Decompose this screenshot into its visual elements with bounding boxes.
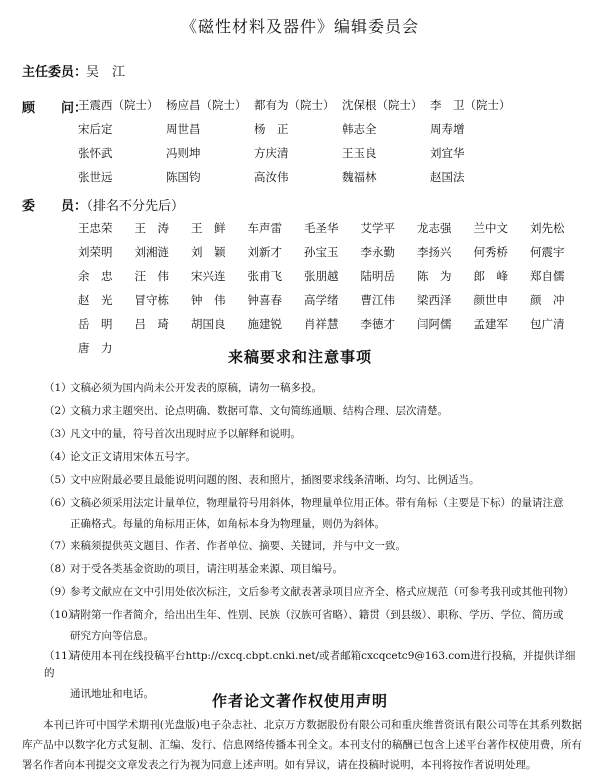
- requirement-text: 文稿力求主题突出、论点明确、数据可靠、文句简练通顺、结构合理、层次清楚。: [70, 405, 448, 417]
- requirement-item: [44, 380, 584, 397]
- member-name: 李德才: [360, 317, 395, 331]
- member-name: 王 涛: [134, 221, 169, 235]
- members-label: 委 员：: [22, 199, 88, 214]
- member-name: 刘湘涟: [134, 245, 169, 259]
- requirement-continuation: 正确格式。每量的角标用正体，如角标本身为物理量，则仍为斜体。: [70, 518, 385, 530]
- requirement-number: （6）: [44, 497, 72, 509]
- member-name: 王忠荣: [78, 221, 113, 235]
- requirements-title: 来稿要求和注意事项: [227, 348, 372, 366]
- requirement-text: 文稿必须采用法定计量单位，物理量符号用斜体，物理量单位用正体。带有角标（主要是下标）的量请注意: [70, 497, 564, 509]
- member-name: 宋兴连: [191, 269, 226, 283]
- chief-name: 吴 江: [86, 65, 126, 80]
- advisors-label: 顾 问：: [22, 101, 88, 116]
- members-note: （排名不分先后）: [80, 199, 185, 214]
- requirement-item: [44, 426, 584, 443]
- member-name: 高学绪: [304, 293, 339, 307]
- requirement-item: [44, 538, 584, 555]
- advisor-name: 张世远: [78, 170, 113, 184]
- member-name: 兰中文: [473, 221, 508, 235]
- requirement-number: （7）: [44, 540, 72, 552]
- requirement-item: [44, 403, 584, 420]
- requirement-text: 来稿须提供英文题目、作者、作者单位、摘要、关键词，并与中文一致。: [70, 540, 406, 552]
- member-name: 吕 琦: [134, 317, 169, 331]
- requirement-continuation: 研究方向等信息。: [70, 630, 154, 642]
- member-name: 余 忠: [78, 269, 113, 283]
- member-name: 刘 颖: [191, 245, 226, 259]
- requirement-number: （1）: [44, 382, 72, 394]
- advisor-name: 沈保根（院士）: [342, 98, 423, 112]
- advisor-name: 周世昌: [166, 122, 201, 136]
- advisors-list: [78, 97, 518, 193]
- requirement-item: [44, 561, 584, 578]
- advisor-name: 王震西（院士）: [78, 98, 159, 112]
- advisor-name: 宋后定: [78, 122, 113, 136]
- member-name: 包广清: [530, 317, 565, 331]
- member-name: 何秀桥: [473, 245, 508, 259]
- requirement-item: [44, 472, 584, 489]
- requirement-item: [44, 449, 584, 466]
- advisor-name: 高汝伟: [254, 170, 289, 184]
- member-name: 李永勤: [360, 245, 395, 259]
- member-name: 王 鲜: [191, 221, 226, 235]
- advisor-name: 张怀武: [78, 146, 113, 160]
- advisor-name: 周寿增: [430, 122, 465, 136]
- member-name: 刘新才: [247, 245, 282, 259]
- member-name: 赵 光: [78, 293, 113, 307]
- member-name: 张甫飞: [247, 269, 282, 283]
- member-name: 艾学平: [360, 221, 395, 235]
- member-name: 刘荣明: [78, 245, 113, 259]
- member-name: 汪 伟: [134, 269, 169, 283]
- copyright-title: 作者论文著作权使用声明: [211, 692, 388, 710]
- requirement-text: 参考文献应在文中引用处依次标注，文后参考文献表著录项目应齐全、格式应规范（可参考我刊或其他刊物）: [70, 586, 574, 598]
- advisor-name: 方庆清: [254, 146, 289, 160]
- requirement-number: （9）: [44, 586, 72, 598]
- requirement-continuation: 通讯地址和电话。: [70, 688, 154, 700]
- requirement-text: 文稿必须为国内尚未公开发表的原稿，请勿一稿多投。: [70, 382, 322, 394]
- member-name: 肖祥慧: [304, 317, 339, 331]
- advisor-name: 杨 正: [254, 122, 289, 136]
- requirement-text: 凡文中的量，符号首次出现时应予以解释和说明。: [70, 428, 301, 440]
- requirement-number: （5）: [44, 474, 72, 486]
- member-name: 施建锐: [247, 317, 282, 331]
- requirement-number: （11）: [44, 650, 79, 662]
- member-name: 孙宝玉: [304, 245, 339, 259]
- chief-label: 主任委员：: [22, 65, 88, 80]
- requirement-item: [44, 495, 584, 533]
- member-name: 颜世申: [473, 293, 508, 307]
- member-name: 何震宇: [530, 245, 565, 259]
- member-name: 岳 明: [78, 317, 113, 331]
- member-name: 孟建军: [473, 317, 508, 331]
- requirement-text: 文中应附最必要且最能说明问题的图、表和照片，插图要求线条清晰、均匀、比例适当。: [70, 474, 480, 486]
- advisor-name: 韩志全: [342, 122, 377, 136]
- requirement-text: 对于受各类基金资助的项目，请注明基金来源、项目编号。: [70, 563, 343, 575]
- requirement-number: （3）: [44, 428, 72, 440]
- member-name: 陈 为: [417, 269, 452, 283]
- member-name: 梁西泽: [417, 293, 452, 307]
- requirement-number: （4）: [44, 451, 72, 463]
- member-name: 陆明岳: [360, 269, 395, 283]
- member-name: 刘先松: [530, 221, 565, 235]
- advisor-name: 王玉良: [342, 146, 377, 160]
- member-name: 曹江伟: [360, 293, 395, 307]
- member-name: 冒守栋: [134, 293, 169, 307]
- requirement-number: （10）: [44, 609, 79, 621]
- requirement-item: [44, 584, 584, 601]
- advisor-name: 刘宜华: [430, 146, 465, 160]
- requirement-number: （2）: [44, 405, 72, 417]
- copyright-notice: 本刊已许可中国学术期刊(光盘版)电子杂志社、北京万方数据股份有限公司和重庆维普资讯有限公司等在其系列数据库产品中以数字化方式复制、汇编、发行、信息网络传播本刊全文。本刊支付的稿酬已包含上述平台著作权使用费，所有署名作者向本刊提交文章发表之行为视为同意上述声明。如有异议，请在投稿时说明，本刊将按作者说明处理。: [22, 719, 582, 771]
- advisor-name: 杨应昌（院士）: [166, 98, 247, 112]
- requirement-text: 论文正文请用宋体五号字。: [70, 451, 196, 463]
- advisor-name: 都有为（院士）: [254, 98, 335, 112]
- requirement-text: 请附第一作者简介，给出出生年、性别、民族（汉族可省略）、籍贯（到县级）、职称、学历、学位、简历或: [70, 609, 564, 621]
- member-name: 钟 伟: [191, 293, 226, 307]
- member-name: 郎 峰: [473, 269, 508, 283]
- member-name: 车声雷: [247, 221, 282, 235]
- member-name: 颜 冲: [530, 293, 565, 307]
- page-title: 《磁性材料及器件》编辑委员会: [180, 17, 419, 36]
- advisor-name: 陈国钧: [166, 170, 201, 184]
- member-name: 钟喜春: [247, 293, 282, 307]
- requirement-item: [44, 607, 584, 645]
- members-list: [78, 220, 587, 364]
- advisor-name: 冯则坤: [166, 146, 201, 160]
- requirement-number: （8）: [44, 563, 72, 575]
- advisor-name: 魏福林: [342, 170, 377, 184]
- member-name: 闫阿儒: [417, 317, 452, 331]
- member-name: 张朋越: [304, 269, 339, 283]
- advisor-name: 李 卫（院士）: [430, 98, 511, 112]
- member-name: 毛圣华: [304, 221, 339, 235]
- member-name: 胡国良: [191, 317, 226, 331]
- member-name: 龙志强: [417, 221, 452, 235]
- requirement-text: 请使用本刊在线投稿平台http://cxcq.cbpt.cnki.net/或者邮箱cxcqcetc9@163.com进行投稿，并提供详细的: [44, 650, 576, 679]
- member-name: 唐 力: [78, 341, 113, 355]
- advisor-name: 赵国法: [430, 170, 465, 184]
- member-name: 李扬兴: [417, 245, 452, 259]
- member-name: 郑自儒: [530, 269, 565, 283]
